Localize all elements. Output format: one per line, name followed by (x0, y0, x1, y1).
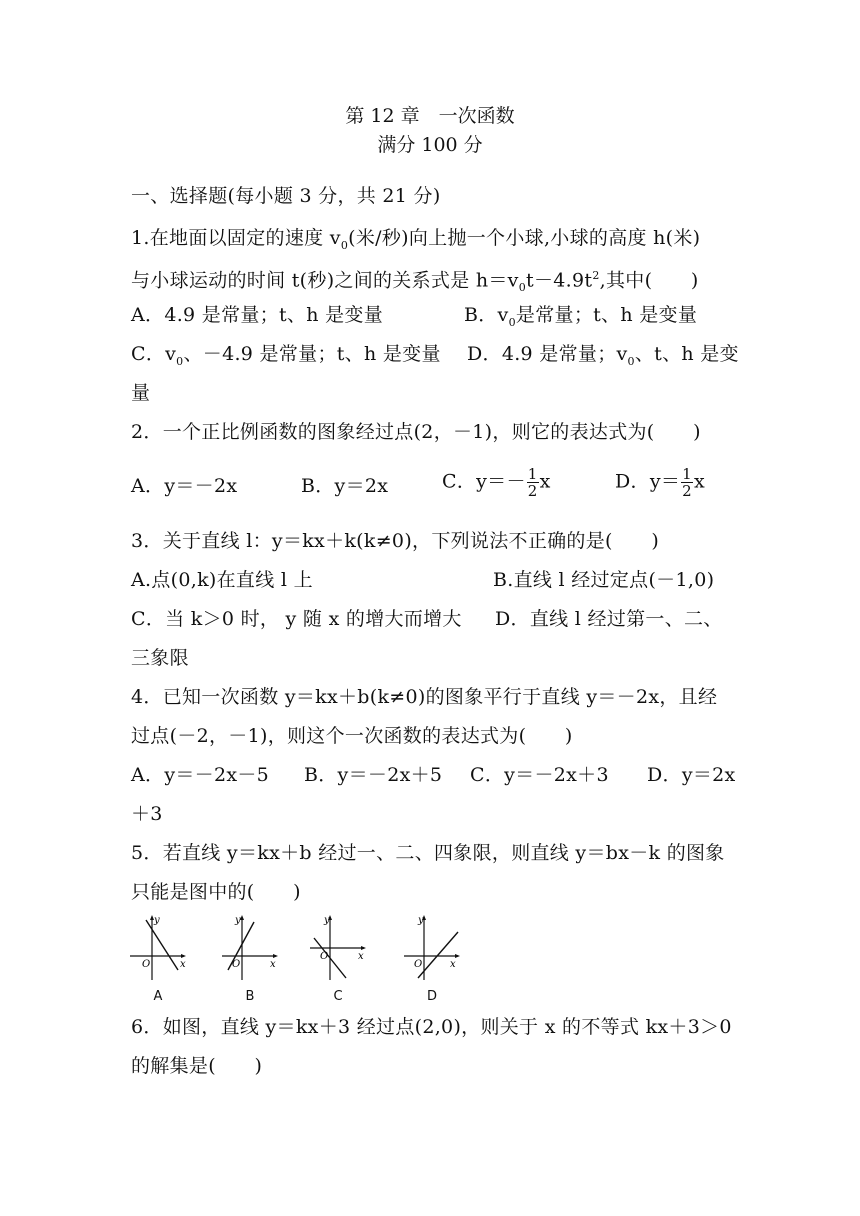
graph-a (128, 912, 190, 984)
y-axis-label: y (324, 915, 330, 926)
q1-line1: 1.在地面以固定的速度 $v_0$(米/秒)向上抛一个小球,小球的高度 h(米) (131, 227, 701, 252)
q3-option-a: A.点(0,k)在直线 l 上 (131, 569, 313, 591)
fraction-one-half: $\frac{1}{2}$ (682, 465, 693, 500)
q4-option-d: D．y＝2x (647, 764, 736, 786)
graph-b (220, 912, 282, 984)
q3-stem: 3．关于直线 l：y＝kx＋k(k≠0)，下列说法不正确的是( ) (131, 530, 660, 552)
q4-option-a: A．y＝－2x－5 (131, 764, 270, 786)
q4-option-d-cont: ＋3 (131, 803, 163, 825)
q2-stem: 2．一个正比例函数的图象经过点(2，－1)，则它的表达式为( ) (131, 421, 701, 443)
q4-line2: 过点(－2，－1)，则这个一次函数的表达式为( ) (131, 725, 573, 747)
q3-option-c: C．当 k＞0 时， y 随 x 的增大而增大 (131, 608, 462, 630)
q1-option-c: C．$v_0$、－4.9 是常量；t、h 是变量 (131, 343, 441, 368)
full-score: 满分 100 分 (377, 134, 483, 156)
q5-line2: 只能是图中的( ) (131, 881, 301, 903)
chapter-title: 第 12 章 一次函数 (345, 105, 515, 127)
q1-option-d-cont: 量 (131, 382, 151, 404)
q4-option-b: B．y＝－2x＋5 (304, 764, 443, 786)
figure-a (128, 912, 208, 1004)
figure-label: C (333, 989, 343, 1004)
q3-option-b: B.直线 l 经过定点(－1,0) (493, 569, 715, 591)
q2-option-b: B．y＝2x (301, 475, 389, 497)
q6-line1: 6．如图，直线 y＝kx＋3 经过点(2,0)，则关于 x 的不等式 kx＋3＞0 (131, 1016, 732, 1038)
q6-line2: 的解集是( ) (131, 1055, 263, 1077)
q2-option-d: D．y＝ $\frac{1}{2}$ x (615, 465, 706, 500)
y-axis-label: y (154, 915, 160, 926)
q1-option-d: D．4.9 是常量；$v_0$、t、h 是变 (467, 343, 739, 368)
figure-label: A (153, 989, 163, 1004)
figure-c (308, 912, 388, 1004)
figure-b (220, 912, 300, 1004)
q1-line2: 与小球运动的时间 t(秒)之间的关系式是 $h=v_0t-4.9t^2$,其中( ) (131, 269, 699, 295)
figure-d (402, 912, 482, 1004)
q4-line1: 4．已知一次函数 y＝kx＋b(k≠0)的图象平行于直线 y＝－2x，且经 (131, 686, 718, 708)
origin-label: O (232, 959, 241, 970)
q1-option-a: A．4.9 是常量；t、h 是变量 (131, 304, 383, 326)
figure-label: B (245, 989, 255, 1004)
x-axis-label: x (450, 959, 456, 970)
q3-option-d-cont: 三象限 (131, 647, 189, 669)
figure-label: D (426, 989, 437, 1004)
fraction-one-half: $\frac{1}{2}$ (527, 465, 538, 500)
x-axis-label: x (358, 951, 364, 962)
q2-option-c: C．y＝－ $\frac{1}{2}$ x (442, 465, 551, 500)
x-axis-label: x (180, 959, 186, 970)
q3-option-d: D．直线 l 经过第一、二、 (495, 608, 723, 630)
y-axis-label: y (235, 915, 241, 926)
graph-c (308, 912, 370, 984)
origin-label: O (320, 951, 329, 962)
q1-option-b: B．$v_0$是常量；t、h 是变量 (464, 304, 698, 329)
q5-line1: 5．若直线 y＝kx＋b 经过一、二、四象限，则直线 y＝bx－k 的图象 (131, 842, 725, 864)
section-heading: 一、选择题(每小题 3 分，共 21 分) (131, 185, 441, 207)
q5-figures (122, 912, 482, 1004)
origin-label: O (414, 959, 423, 970)
q4-option-c: C．y＝－2x＋3 (470, 764, 609, 786)
q2-option-a: A．y＝－2x (131, 475, 238, 497)
x-axis-label: x (270, 959, 276, 970)
y-axis-label: y (418, 915, 424, 926)
origin-label: O (142, 959, 151, 970)
graph-d (402, 912, 464, 984)
